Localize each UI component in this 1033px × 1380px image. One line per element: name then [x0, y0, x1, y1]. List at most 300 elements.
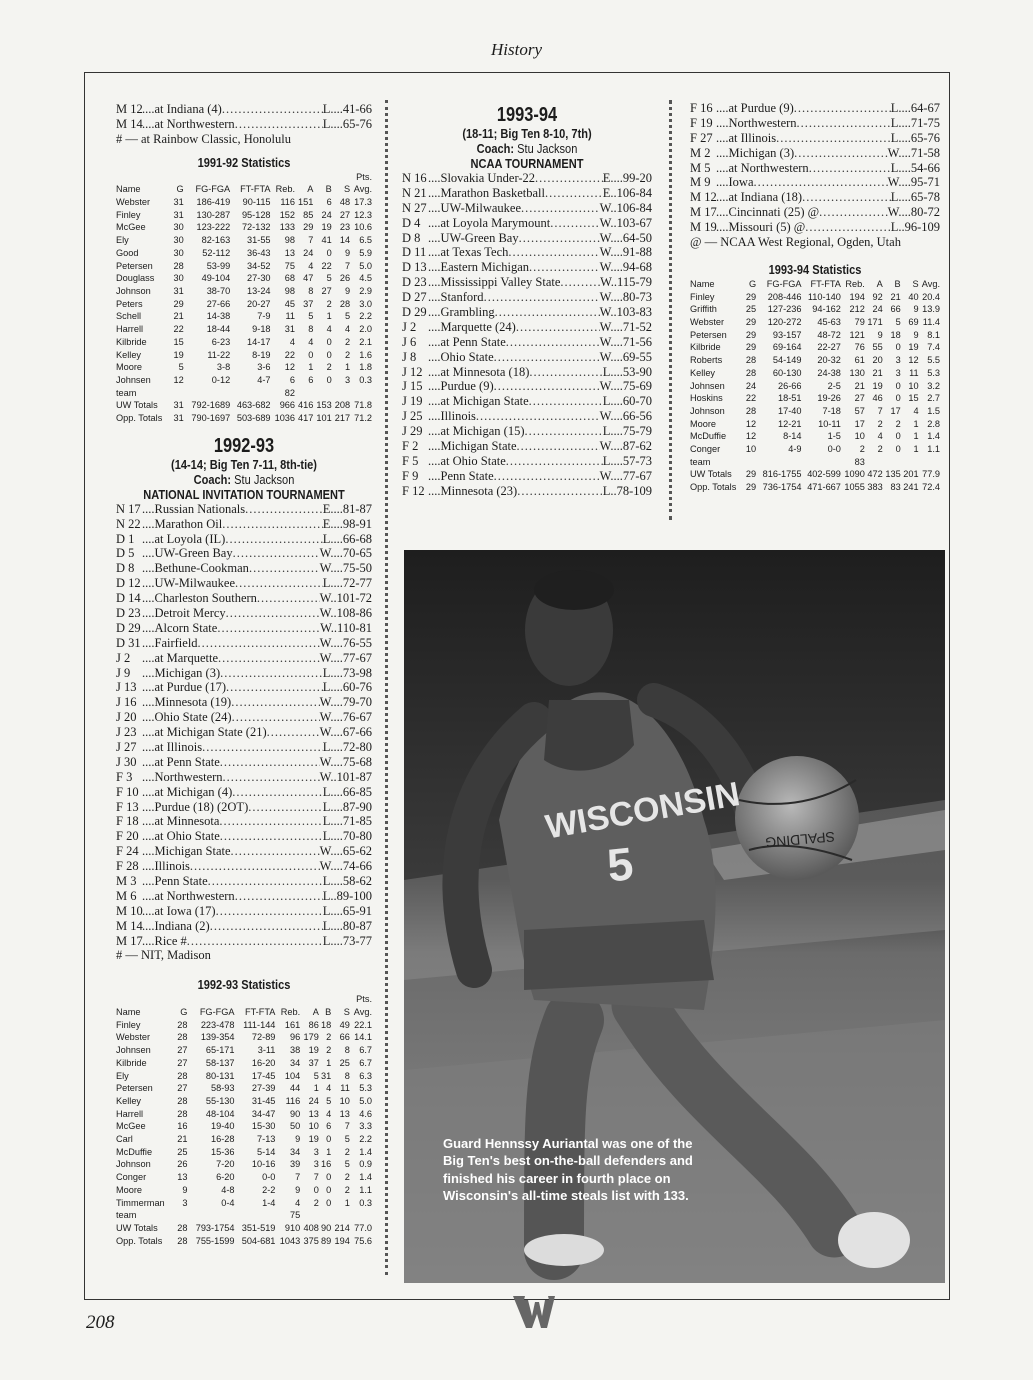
- table-cell: 9: [344, 286, 351, 296]
- table-cell: 217: [334, 413, 351, 424]
- table-cell: 95-128: [241, 209, 271, 220]
- game-result: W..103-67: [599, 215, 652, 230]
- table-cell: 6: [326, 197, 332, 208]
- leader-dots: [226, 606, 320, 621]
- table-cell: 55-130: [205, 1095, 235, 1106]
- leader-dots: [560, 275, 600, 290]
- table-cell: 4: [289, 336, 296, 347]
- table-cell: Hoskins: [690, 393, 723, 404]
- table-cell: 121: [849, 329, 865, 340]
- table-row: [116, 1082, 372, 1095]
- table-cell: 792-1689: [191, 400, 231, 411]
- game-opponent: ....Marathon Basketball: [428, 185, 545, 200]
- game-date: J 23: [116, 725, 137, 740]
- game-opponent: ....UW-Milwaukee: [428, 200, 522, 215]
- game-result: L....72-77: [322, 576, 372, 591]
- leader-dots: [535, 171, 603, 186]
- table-cell: Schell: [116, 311, 142, 322]
- table-cell: [919, 456, 940, 469]
- table-row: [116, 310, 372, 323]
- game-row: [116, 532, 372, 547]
- table-row: [690, 303, 940, 316]
- table-cell: 98: [284, 286, 296, 296]
- table-cell: 1: [913, 431, 919, 442]
- table-cell: 27: [854, 393, 865, 404]
- pts-label: Pts.: [356, 994, 372, 1005]
- leader-dots: [494, 350, 600, 365]
- running-head: History: [491, 40, 542, 59]
- table-cell: 22: [284, 349, 296, 360]
- table-cell: team: [116, 387, 137, 398]
- table-cell: 11: [340, 1083, 350, 1094]
- table-cell: 2: [326, 298, 332, 309]
- table-cell: 30: [173, 247, 184, 258]
- table-cell: 1: [313, 1083, 319, 1094]
- game-date: J 30: [116, 754, 137, 769]
- schedule-1992-93: [116, 502, 372, 949]
- table-row: [116, 1057, 372, 1070]
- table-cell: 27: [177, 1045, 188, 1056]
- table-header-row: [116, 1006, 372, 1019]
- table-cell: 5-14: [257, 1146, 276, 1157]
- game-opponent: ....Iowa: [716, 175, 754, 190]
- table-cell: 47: [303, 273, 314, 284]
- table-cell: 130-287: [196, 209, 231, 220]
- game-date: M 6: [116, 888, 137, 903]
- game-date: J 20: [116, 710, 137, 725]
- game-row: [690, 101, 940, 116]
- leader-dots: [506, 335, 600, 350]
- game-row: [116, 621, 372, 636]
- leader-dots: [519, 231, 600, 246]
- postseason-1992-93: NATIONAL INVITATION TOURNAMENT: [143, 486, 345, 502]
- game-date: D 23: [402, 275, 427, 290]
- game-date: F 3: [116, 769, 133, 784]
- game-result: W....66-56: [599, 409, 652, 424]
- leader-dots: [187, 934, 323, 949]
- table-cell: 82-163: [201, 235, 231, 246]
- table-cell: 153: [316, 400, 332, 411]
- game-opponent: ....Penn State: [428, 468, 494, 483]
- table-cell: 3.3: [359, 1121, 372, 1132]
- season-title-1992-93: 1992-93: [213, 434, 275, 457]
- leader-dots: [225, 532, 322, 547]
- table-cell: 2: [344, 1146, 350, 1157]
- game-date: F 16: [690, 101, 713, 115]
- game-date: M 5: [690, 160, 711, 175]
- game-result: L....41-66: [322, 102, 372, 116]
- game-row: [402, 394, 652, 409]
- game-row: [402, 424, 652, 439]
- leader-dots: [776, 131, 891, 146]
- leader-dots: [231, 695, 319, 710]
- game-opponent: ....UW-Green Bay: [142, 546, 233, 561]
- game-date: D 27: [402, 290, 427, 305]
- page-number: 208: [86, 1312, 115, 1333]
- table-cell: 29: [745, 291, 757, 302]
- table-cell: 34-47: [251, 1108, 276, 1119]
- game-opponent: ....Michigan (3): [142, 665, 221, 680]
- table-cell: Johnson: [116, 1159, 151, 1170]
- table-row: [116, 1184, 372, 1197]
- table-cell: 402-599: [807, 469, 841, 480]
- game-row: [116, 814, 372, 829]
- table-row: [116, 387, 372, 400]
- coach-name: Stu Jackson: [234, 471, 295, 487]
- table-row: [690, 329, 940, 342]
- table-cell: 7: [308, 235, 314, 246]
- table-cell: Conger: [690, 444, 721, 455]
- table-cell: 3-11: [257, 1045, 276, 1056]
- game-row: [690, 146, 940, 161]
- table-cell: 0-12: [211, 374, 231, 385]
- table-cell: 123-222: [196, 222, 231, 233]
- table-cell: Johnson: [690, 405, 725, 416]
- table-cell: 29: [745, 469, 757, 480]
- game-opponent: ....UW-Milwaukee: [142, 576, 236, 591]
- motion-w-logo-icon: [511, 1292, 555, 1332]
- table-cell: 4-8: [221, 1184, 235, 1195]
- table-cell: 19: [308, 1045, 319, 1056]
- table-cell: 24: [872, 304, 883, 315]
- game-row: [116, 889, 372, 904]
- table-cell: 10: [308, 1121, 319, 1132]
- game-result: L....72-80: [322, 739, 372, 754]
- leader-dots: [198, 636, 320, 651]
- game-row: [402, 335, 652, 350]
- table-cell: 0: [895, 431, 901, 442]
- table-row: [116, 1222, 372, 1235]
- game-date: F 27: [690, 130, 713, 145]
- table-cell: [331, 1209, 350, 1222]
- table-cell: 0: [895, 342, 901, 353]
- table-cell: 208: [334, 400, 351, 411]
- table-row: [116, 1120, 372, 1133]
- game-date: F 28: [116, 859, 139, 874]
- leader-dots: [484, 290, 600, 305]
- leader-dots: [232, 710, 320, 725]
- game-result: W..108-86: [319, 605, 372, 620]
- table-cell: 0: [895, 444, 901, 455]
- table-cell: 17.3: [354, 197, 372, 208]
- table-cell: 69: [908, 317, 919, 328]
- table-cell: 5.9: [359, 247, 372, 258]
- game-opponent: ....at Ohio State: [428, 453, 506, 468]
- table-cell: Roberts: [690, 355, 723, 366]
- game-date: M 2: [690, 145, 711, 160]
- table-row: [116, 285, 372, 298]
- game-date: F 18: [116, 814, 139, 829]
- column-header: FG-FGA: [199, 1007, 235, 1018]
- leader-dots: [208, 874, 323, 889]
- game-result: W..103-83: [599, 305, 652, 320]
- leader-dots: [517, 439, 600, 454]
- table-cell: 1: [308, 362, 314, 373]
- season-title-1993-94: 1993-94: [496, 104, 558, 126]
- stats-table-1991-92: [116, 171, 372, 425]
- game-row: [116, 576, 372, 591]
- table-cell: 3: [182, 1197, 188, 1208]
- leader-dots: [233, 546, 320, 561]
- game-result: L....65-76: [890, 130, 940, 145]
- table-cell: 83: [854, 456, 865, 467]
- table-cell: 0: [895, 393, 901, 404]
- table-cell: Webster: [116, 1032, 151, 1043]
- leader-dots: [506, 454, 603, 469]
- game-date: J 9: [116, 665, 131, 680]
- table-cell: [901, 456, 919, 469]
- game-row: [402, 484, 652, 499]
- table-cell: 2: [877, 444, 883, 455]
- table-cell: Webster: [690, 317, 725, 328]
- table-cell: 72-132: [241, 222, 271, 233]
- table-row: [690, 430, 940, 443]
- table-cell: 2: [326, 1032, 332, 1043]
- table-cell: 14-38: [206, 311, 231, 322]
- table-cell: 504-681: [241, 1235, 276, 1246]
- game-row: [402, 454, 652, 469]
- table-cell: 41: [321, 235, 332, 246]
- table-cell: 90: [321, 1223, 332, 1233]
- table-row: [116, 1070, 372, 1083]
- table-cell: Opp. Totals: [116, 413, 163, 424]
- column-left: [116, 102, 372, 1247]
- table-cell: Kilbride: [116, 1057, 147, 1068]
- table-cell: 21: [173, 311, 184, 322]
- table-row: [116, 1044, 372, 1057]
- table-cell: 30: [173, 273, 184, 284]
- table-cell: 49-104: [201, 273, 231, 284]
- table-cell: 0-0: [827, 444, 841, 455]
- table-cell: 12-21: [777, 418, 802, 429]
- game-row: [116, 859, 372, 874]
- table-cell: Kelley: [116, 1095, 142, 1106]
- table-row: [116, 1209, 372, 1222]
- stats-table-1992-93: [116, 993, 372, 1247]
- table-row: [116, 1108, 372, 1121]
- leader-dots: [794, 101, 891, 116]
- game-row: [402, 275, 652, 290]
- table-cell: Moore: [116, 362, 143, 373]
- table-row: [690, 354, 940, 367]
- table-cell: 3.2: [927, 380, 940, 391]
- game-opponent: ....Michigan (3): [716, 145, 795, 160]
- game-row: [116, 517, 372, 532]
- leader-dots: [217, 621, 320, 636]
- table-cell: 3-6: [257, 362, 271, 373]
- game-result: W....87-62: [599, 439, 652, 454]
- table-cell: 2.0: [359, 324, 372, 335]
- game-opponent: ....Cincinnati (25) @: [716, 205, 820, 220]
- table-cell: 3-8: [216, 362, 231, 373]
- table-cell: 241: [903, 482, 919, 493]
- game-opponent: ....Penn State: [142, 874, 208, 888]
- table-cell: 1055: [844, 482, 865, 493]
- table-cell: [801, 456, 840, 469]
- table-cell: 9: [295, 1134, 301, 1145]
- table-cell: 22-27: [817, 342, 841, 353]
- column-header: Avg.: [353, 184, 372, 195]
- game-date: F 13: [116, 799, 139, 814]
- table-cell: [756, 456, 801, 469]
- game-date: M 19: [690, 220, 717, 235]
- game-date: J 6: [402, 334, 417, 349]
- table-cell: 2: [859, 444, 865, 455]
- table-cell: 10-16: [251, 1159, 276, 1170]
- table-cell: 0.3: [359, 1197, 372, 1208]
- table-cell: 3: [313, 1159, 319, 1170]
- table-cell: 49: [339, 1019, 350, 1030]
- table-cell: 130: [849, 367, 865, 378]
- game-result: E..106-84: [602, 185, 652, 200]
- game-row: [116, 636, 372, 651]
- game-opponent: ....Ohio State: [428, 349, 494, 364]
- table-cell: 408: [303, 1223, 319, 1233]
- table-row: [690, 392, 940, 405]
- table-cell: 10: [854, 431, 865, 442]
- table-cell: 4: [877, 431, 883, 442]
- table-cell: 0: [326, 1184, 332, 1195]
- game-result: W..101-87: [319, 769, 372, 784]
- game-row: [402, 350, 652, 365]
- table-cell: [319, 1209, 331, 1222]
- table-cell: 0: [326, 336, 332, 347]
- leader-dots: [267, 725, 320, 740]
- game-opponent: ....Missouri (5) @: [716, 220, 806, 235]
- table-cell: 46: [872, 393, 883, 404]
- table-cell: 28: [745, 367, 757, 378]
- leader-dots: [223, 770, 320, 785]
- table-cell: 416: [298, 400, 314, 411]
- leader-dots: [235, 576, 323, 591]
- game-result: W....95-71: [887, 175, 940, 190]
- table-cell: 223-478: [200, 1019, 235, 1030]
- table-cell: 0: [326, 349, 332, 360]
- table-row: [690, 380, 940, 393]
- table-cell: 3: [344, 374, 351, 385]
- table-cell: 22: [745, 393, 757, 404]
- game-date: M 12: [690, 190, 717, 205]
- table-cell: 98: [284, 235, 296, 246]
- game-opponent: ....Fairfield: [142, 635, 198, 650]
- game-opponent: ....Northwestern: [142, 769, 223, 784]
- table-cell: 66: [339, 1032, 350, 1043]
- table-cell: 10: [339, 1095, 350, 1106]
- game-opponent: ....Illinois: [142, 859, 190, 874]
- game-opponent: ....Michigan State: [142, 844, 231, 859]
- game-date: D 13: [402, 260, 427, 275]
- game-opponent: ....Illinois: [428, 409, 476, 424]
- table-cell: Kilbride: [116, 336, 147, 347]
- game-result: L....65-91: [322, 903, 372, 918]
- game-result: L....73-77: [322, 933, 372, 948]
- column-header: S: [343, 184, 351, 195]
- game-opponent: ....at Northwestern: [142, 888, 235, 903]
- table-cell: 30: [173, 222, 184, 233]
- table-cell: Opp. Totals: [690, 482, 737, 493]
- table-cell: 75: [284, 260, 296, 271]
- game-result: L..96-109: [890, 220, 940, 235]
- table-row: [116, 209, 372, 222]
- stats-title-1992-93: 1992-93 Statistics: [197, 977, 291, 993]
- game-date: M 17: [690, 205, 717, 220]
- game-opponent: ....at Texas Tech: [428, 245, 509, 260]
- game-opponent: ....Bethune-Cookman: [142, 561, 249, 576]
- table-cell: 6.3: [359, 1070, 372, 1081]
- table-row: [116, 260, 372, 273]
- table-cell: 21: [177, 1134, 188, 1145]
- table-cell: 11.4: [922, 317, 940, 328]
- column-header: G: [748, 278, 757, 289]
- table-cell: 0: [326, 374, 332, 385]
- table-cell: 8: [344, 1045, 350, 1056]
- table-cell: Moore: [116, 1184, 143, 1195]
- game-result: L....75-79: [602, 424, 652, 439]
- game-row: [690, 175, 940, 190]
- table-cell: 85: [303, 209, 314, 220]
- table-cell: 2.9: [359, 286, 372, 296]
- game-date: D 8: [116, 561, 135, 576]
- table-cell: 13-24: [247, 286, 271, 296]
- table-row: [116, 1171, 372, 1184]
- column-header: A: [876, 278, 883, 289]
- table-cell: 208-446: [767, 291, 802, 302]
- table-row: [116, 412, 372, 425]
- column-header: G: [176, 184, 184, 195]
- game-result: W..101-72: [319, 591, 372, 606]
- game-result: W..110-81: [320, 620, 372, 635]
- table-cell: Good: [116, 247, 139, 258]
- game-date: D 14: [116, 591, 141, 606]
- table-cell: 8.1: [927, 329, 940, 340]
- table-cell: 18-51: [777, 393, 802, 404]
- column-header: FT-FTA: [810, 278, 841, 289]
- table-cell: Johnson: [116, 286, 151, 296]
- leader-dots: [802, 190, 891, 205]
- table-row: [116, 323, 372, 336]
- table-cell: 26: [339, 273, 351, 284]
- table-row: [116, 196, 372, 209]
- table-cell: 8: [308, 324, 314, 335]
- table-cell: 1.4: [927, 431, 940, 442]
- table-cell: team: [690, 456, 711, 467]
- column-header: Avg.: [921, 278, 940, 289]
- table-cell: 1.6: [359, 349, 372, 360]
- leader-dots: [226, 680, 323, 695]
- leader-dots: [545, 186, 603, 201]
- table-cell: 13.9: [922, 304, 940, 315]
- table-cell: 17: [854, 418, 865, 429]
- table-cell: 0: [326, 247, 332, 258]
- leader-dots: [222, 102, 323, 117]
- table-cell: 44: [289, 1083, 301, 1094]
- leader-dots: [494, 379, 600, 394]
- table-cell: [300, 1209, 319, 1222]
- table-cell: 8-14: [783, 431, 802, 442]
- game-result: W....79-70: [319, 695, 372, 710]
- table-cell: 5.5: [927, 355, 940, 366]
- table-cell: 151: [298, 197, 314, 208]
- table-cell: 9-18: [252, 324, 271, 335]
- game-date: M 17: [116, 933, 143, 948]
- game-opponent: ....Russian Nationals: [142, 501, 246, 516]
- table-cell: 24-38: [817, 367, 841, 378]
- table-cell: 7: [313, 1172, 319, 1183]
- table-cell: 7-13: [257, 1134, 276, 1145]
- table-cell: 7-9: [257, 311, 271, 322]
- table-row: [690, 405, 940, 418]
- game-row: [116, 710, 372, 725]
